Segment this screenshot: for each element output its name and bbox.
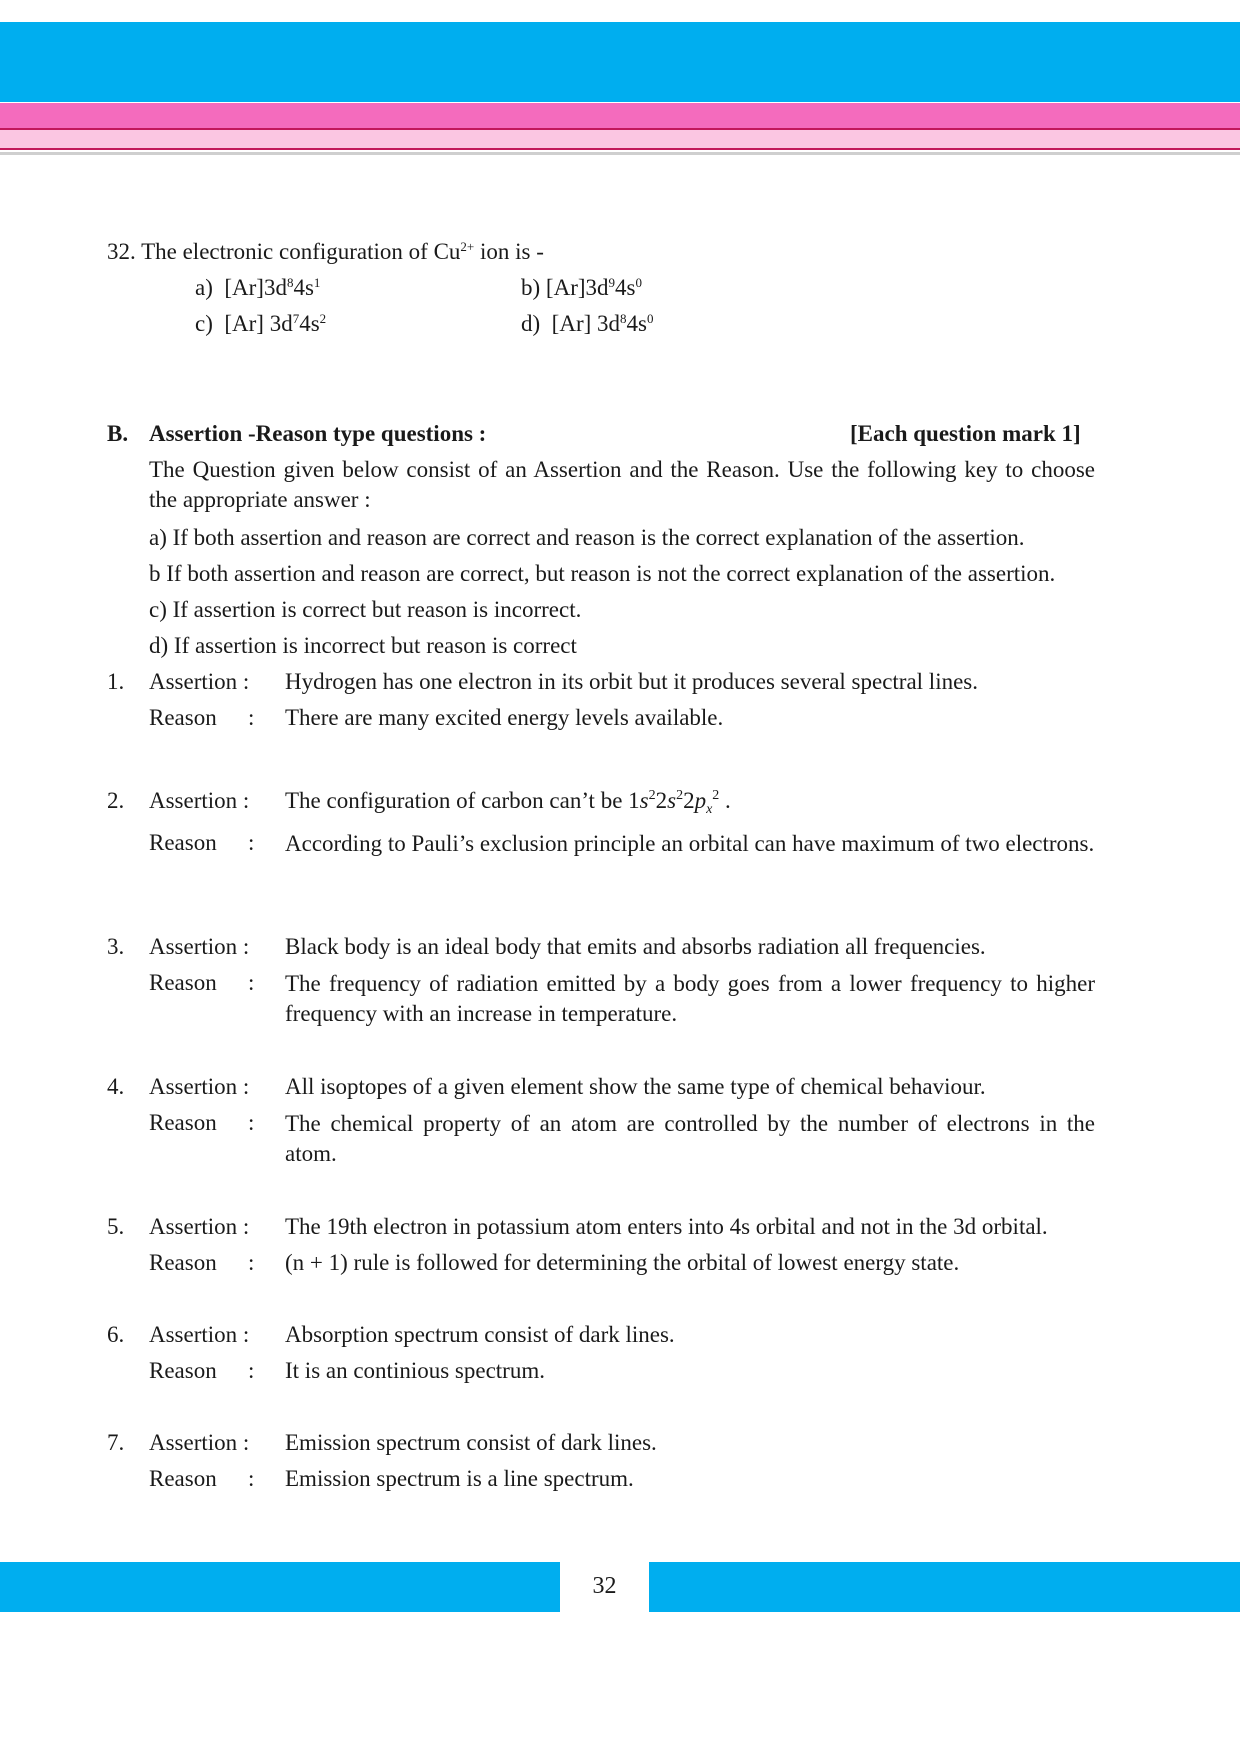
reason-text: The chemical property of an atom are controlled by the number of electrons in the atom. — [285, 1111, 1095, 1166]
reason-text: It is an continious spectrum. — [285, 1358, 545, 1383]
answer-key-c: c) If assertion is correct but reason is incorrect. — [149, 597, 582, 622]
option-text: [Ar]3d — [224, 275, 287, 300]
reason-colon: : — [248, 1110, 255, 1135]
reason-colon: : — [248, 1250, 255, 1275]
superscript: 2 — [712, 788, 720, 803]
assertion-label: Assertion : — [149, 1322, 250, 1347]
option-d — [521, 310, 653, 338]
reason-colon: : — [248, 1466, 255, 1491]
reason-label: Reason — [149, 1250, 217, 1275]
question-number: 1. — [107, 669, 125, 694]
math-term: 2 — [683, 788, 695, 813]
superscript: 2+ — [460, 239, 475, 254]
assertion-label: Assertion : — [149, 934, 250, 959]
question-number: 3. — [107, 934, 125, 959]
superscript: 7 — [292, 311, 300, 326]
superscript: 2 — [319, 311, 327, 326]
question-32 — [107, 238, 544, 266]
option-label: b) — [521, 275, 541, 300]
superscript: 9 — [608, 275, 616, 290]
assertion-label: Assertion : — [149, 1074, 250, 1099]
reason-label: Reason — [149, 970, 217, 995]
assertion-label: Assertion : — [149, 1214, 250, 1239]
assertion-text: Black body is an ideal body that emits and absorbs radiation all frequencies. — [285, 934, 986, 959]
option-text: 4s — [299, 311, 320, 336]
math-term: 1 — [628, 788, 640, 813]
assertion-text: Absorption spectrum consist of dark lines. — [285, 1322, 675, 1347]
question-number: 2. — [107, 788, 125, 813]
header-pink-band — [0, 103, 1240, 128]
question-number: 7. — [107, 1430, 125, 1455]
reason-label: Reason — [149, 1110, 217, 1135]
option-b — [521, 274, 642, 302]
assertion-text-part: The configuration of carbon can’t be — [285, 788, 629, 813]
math-term: s — [639, 788, 649, 813]
question-number: 5. — [107, 1214, 125, 1239]
math-term: p — [694, 788, 707, 813]
math-term: 2 — [655, 788, 668, 813]
question-text: The electronic configuration of Cu — [141, 239, 461, 264]
option-label: c) — [195, 311, 213, 336]
question-number: 4. — [107, 1074, 125, 1099]
assertion-label: Assertion : — [149, 669, 250, 694]
option-text: [Ar] 3d — [224, 311, 293, 336]
option-label: a) — [195, 275, 213, 300]
question-number: 32. — [107, 239, 136, 264]
reason-text: Emission spectrum is a line spectrum. — [285, 1466, 634, 1491]
assertion-text: All isoptopes of a given element show the same type of chemical behaviour. — [285, 1074, 986, 1099]
option-text: 4s — [626, 311, 647, 336]
superscript: 2 — [648, 788, 656, 803]
reason-label: Reason — [149, 1466, 217, 1491]
reason-colon: : — [248, 705, 255, 730]
reason-colon: : — [248, 1358, 255, 1383]
header-rule — [0, 148, 1240, 150]
superscript: 2 — [676, 788, 684, 803]
math-term: . — [725, 788, 731, 813]
reason-label: Reason — [149, 830, 217, 855]
answer-key-d: d) If assertion is incorrect but reason is correct — [149, 633, 577, 658]
reason-label: Reason — [149, 1358, 217, 1383]
reason-text: (n + 1) rule is followed for determining the orbital of lowest energy state. — [285, 1250, 960, 1275]
question-number: 6. — [107, 1322, 125, 1347]
option-text: 4s — [293, 275, 314, 300]
superscript: 1 — [313, 275, 321, 290]
section-title: Assertion -Reason type questions : — [149, 421, 487, 446]
option-c — [195, 310, 326, 338]
reason-colon: : — [248, 830, 255, 855]
header-blue-band — [0, 22, 1240, 102]
option-text: [Ar] 3d — [551, 311, 621, 336]
header-light-pink-band — [0, 130, 1240, 148]
option-label: d) — [521, 311, 541, 336]
reason-text: There are many excited energy levels available. — [285, 705, 724, 730]
section-intro: The Question given below consist of an Assertion and the Reason. Use the following key to choose the appropriate answer : — [149, 457, 1095, 512]
assertion-text: Emission spectrum consist of dark lines. — [285, 1430, 657, 1455]
assertion-text: The 19th electron in potassium atom enters into 4s orbital and not in the 3d orbital. — [285, 1214, 1048, 1239]
answer-key-a: a) If both assertion and reason are correct and reason is the correct explanation of the assertion. — [149, 525, 1025, 550]
section-label: B. — [107, 421, 129, 446]
superscript: 0 — [646, 311, 654, 326]
footer-blue-band-left — [0, 1562, 560, 1612]
question-text: ion is - — [474, 239, 544, 264]
footer-blue-band-right — [649, 1562, 1240, 1612]
header-grey-rule — [0, 152, 1240, 155]
option-text: [Ar]3d — [545, 275, 609, 300]
subscript: x — [706, 802, 713, 817]
assertion-label: Assertion : — [149, 1430, 250, 1455]
assertion-label: Assertion : — [149, 788, 250, 813]
math-term: s — [667, 788, 677, 813]
option-text: 4s — [615, 275, 636, 300]
superscript: 8 — [286, 275, 294, 290]
superscript: 8 — [620, 311, 627, 326]
reason-text: According to Pauli’s exclusion principle an orbital can have maximum of two electrons. — [285, 831, 1095, 856]
reason-label: Reason — [149, 705, 217, 730]
reason-text: The frequency of radiation emitted by a body goes from a lower frequency to higher frequency with an increase in temperature. — [285, 971, 1095, 1026]
answer-key-b: b If both assertion and reason are correct, but reason is not the correct explanation of the assertion. — [149, 561, 1056, 586]
page-number: 32 — [592, 1573, 617, 1599]
assertion-text — [285, 787, 731, 815]
option-a — [195, 274, 320, 302]
superscript: 0 — [635, 275, 642, 290]
assertion-text: Hydrogen has one electron in its orbit but it produces several spectral lines. — [285, 669, 978, 694]
reason-colon: : — [248, 970, 255, 995]
section-marks: [Each question mark 1] — [850, 421, 1081, 446]
